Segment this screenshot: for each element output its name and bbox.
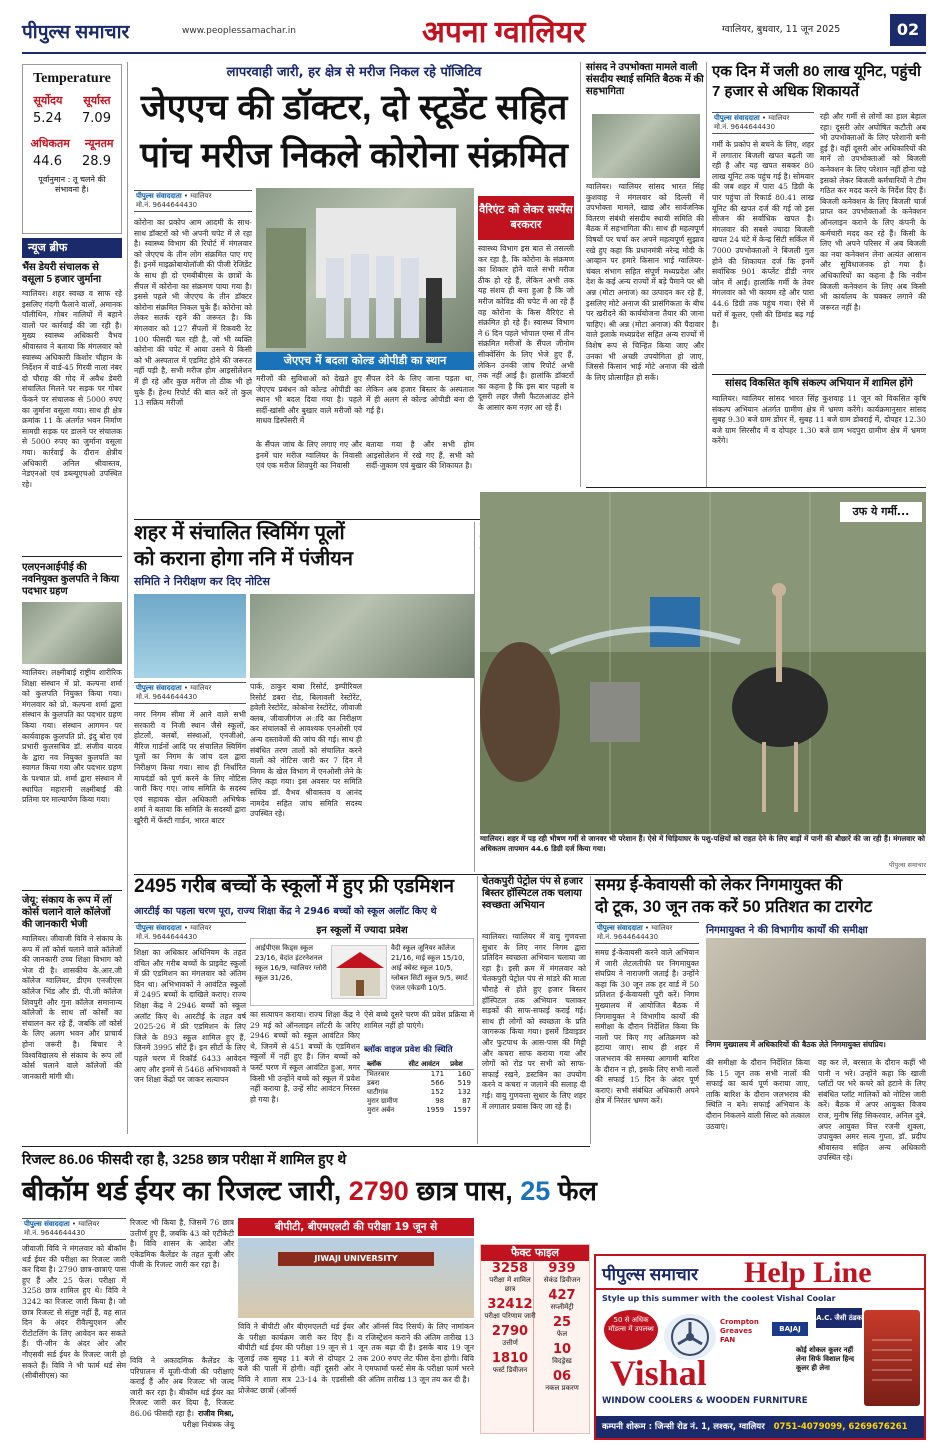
table-row	[364, 1070, 474, 1080]
fact-label: सेकंड डिवीजन	[543, 1276, 581, 1284]
fact-value: 25	[552, 1315, 572, 1330]
divider	[712, 374, 926, 375]
table-cell: मुरार ग्रामीण	[367, 1097, 398, 1105]
byline-phone: मो.नं. 9644644430	[136, 201, 198, 209]
lead-photo-caption: जेएएच में बदला कोल्ड ओपीडी का स्थान	[256, 352, 474, 370]
byline-city: ग्वालियर	[190, 684, 212, 692]
ad-header	[596, 1256, 924, 1290]
block-admission-table	[364, 1060, 474, 1115]
result-head-part: छात्र पास,	[408, 1176, 521, 1206]
fact-label: उत्तीर्ण	[502, 1339, 518, 1347]
byline-phone: मो.नं. 9644644430	[136, 693, 198, 701]
byline-phone: मो.नं. 9644644430	[136, 933, 198, 941]
chetak-headline: चेतकपुरी पेट्रोल पंप से हजार बिस्तर हॉस्पिटल तक चलाया स्वच्छता अभियान	[482, 876, 583, 911]
divider	[22, 890, 122, 891]
table-cell: 1597	[453, 1106, 471, 1114]
bphe-headline: बीपीटी, बीएमएलटी की परीक्षा 19 जून से	[238, 1218, 474, 1236]
table-cell: 566	[430, 1079, 445, 1087]
column-rule	[580, 62, 581, 487]
lead-col-1: कोरोना का प्रकोप आम आदमी के साथ-साथ डॉक्टरों को भी अपनी चपेट में ले रहा है। स्वास्थ्य विभाग की रिपोर्ट में मंगलवार को जेएएच के तीन लोग संक्रमित पाए गए हैं। इनमें माइक्रोबायोलॉजी की पीजी रेजिडेंट के साथ ही दो एमबीबीएस के छात्रों के सैंपल में कोरोना का संक्रमण पाया गया है। इससे पहले भी जेएएच के तीन डॉक्टर कोरोना संक्रमित निकल चुके हैं। कोरोना को लेकर सतर्क रहने की जरूरत है। कि मंगलवार को 127 सैंपलों में रिकवरी रेट 100 फीसदी चल रही है, जो भी व्यक्ति कोरोना की चपेट में आया उसने ये किसी को भी अस्पताल में एडमिट होने की जरूरत नहीं पड़ी है, सभी मरीज होम आइसोलेशन में ही रहे और कुछ मरीज तो ठीक भी हो चुके हैं। हेल्थ रिपोर्ट की बात करें तो कुल 13 सक्रिय मरीजों	[134, 218, 252, 408]
ad-promo: कोई शोकल कूलर नहीं लेना सिर्फ विशाल हिन्द कूलर ही लेना	[796, 1346, 855, 1372]
photo-credit: पीपुल्स समाचार	[889, 861, 926, 869]
fact-label: परीक्षा परिणाम जारी	[484, 1312, 536, 1320]
pool-photo-1	[134, 594, 246, 678]
sunset-value: 7.09	[82, 111, 111, 126]
table-cell: 98	[435, 1097, 445, 1105]
brief-3-body: ग्वालियर। जीवाजी विवि ने संकाय के रूप में लॉ कोर्स चलाने वाले कॉलेजों की जानकारी उच्च शिक्षा विभाग को भेज दी है। शासकीय के.आर.जी कॉलेज ग्वालियर, डीएम एनजीएस कॉलेज भिंड और डी. पी.जी कॉलेज शिवपुरी और गुना कॉलेज समानान्य कॉलेजों के साथ लॉ कोर्सों का संचालन कर रहे हैं, जबकि लॉ कोर्स के लिए अलग भवन और प्राचार्य होना जरूरी है। बिचार ने विश्वविद्यालय से संकाय के रूप लॉ कोर्स चलाने वाले कॉलेजों की जानकारी मांगी थी।	[22, 934, 122, 1081]
table-row	[364, 1088, 474, 1097]
ekyc-meeting-photo	[706, 938, 926, 1040]
bphe-col-1: विवि ने बीपीटी और बीएमएलटी थर्ड ईयर के परीक्षा कार्यक्रम जारी कर दिए हैं। बीपीटी थर्ड ईयर की परीक्षा 19 जून से 1 जुलाई तक सुबह 11 बजे से दोपहर 2 बजे की पाली में होगी। वहीं दूसरी ओर विवि ने शाला सत्र 23-14 के एडसीसी प्रोजेक्ट छात्रों (ऑनर्स	[238, 1322, 354, 1395]
krishi-headline: सांसद विकसित कृषि संकल्प अभियान में शामिल होंगे	[725, 378, 913, 389]
byline-city: ग्वालियर	[768, 114, 790, 122]
lead-col-3b: बताया गया है और सभी होम आइसोलेशन में रखे गए हैं, सभी को सर्दी-जुकाम एवं बुखार की शिकायत है।	[366, 440, 474, 471]
table-header-cell: प्रवेश	[450, 1060, 463, 1068]
brief-1-headline: भैंस डेयरी संचालक से वसूला 5 हजार जुर्माना	[22, 262, 102, 285]
pools-subhead: समिति ने निरीक्षण कर दिए नोटिस	[134, 575, 270, 588]
pools-headline-1: शहर में संचालित स्विमिंग पूलों	[134, 522, 345, 544]
ad-phone[interactable]: 0751-4079099, 6269676261	[773, 1422, 908, 1432]
table-row	[364, 1097, 474, 1106]
min-temp-value: 28.9	[82, 154, 111, 169]
rte-subhead: आरटीई का पहला चरण पूरा, राज्य शिक्षा केंद्र ने 2946 बच्चों को स्कूल अलॉट किए थे	[134, 906, 437, 917]
cooler-image	[864, 1310, 920, 1406]
fact-value: 2790	[491, 1324, 529, 1339]
result-head-part: बीकॉम थर्ड ईयर का रिजल्ट जारी,	[22, 1176, 349, 1206]
brief-item-2	[22, 562, 122, 888]
ekyc-col-3: वह कर लें, बरसात के दौरान कहीं भी पानी न भरे। उन्होंने कहा कि खाली प्लॉटों पर भरे कचरे को हटाने के लिए संबंधित प्लॉट मालिकों को नोटिस जारी करें। बैठक में अपर आयुक्त विजय राज, मुनीष सिंह सिकरवार, अनिल दुबे, अपर आयुक्त वित्त रजनी शुक्ला, उपायुक्त अमर सत्य गुप्ता, डॉ. प्रदीप श्रीवास्तव सहित अन्य अधिकारी उपस्थित रहे।	[818, 1058, 926, 1163]
table-header-row	[364, 1060, 474, 1070]
result-col-2: रिजल्ट भी किया है, जिसमें 76 छात्र उत्तीर्ण हुए हैं, जबकि 43 को एटीकेटी है। विवि शासन के आदेश और एकेडमिक कैलेंडर के तहत यूजी और पीजी के रिजल्ट जारी कर रहा है।	[130, 1218, 234, 1270]
rte-col-1: शिक्षा का अधिकार अधिनियम के तहत वंचित और गरीब बच्चों के प्राइवेट स्कूलों में फ्री एडमिशन का मंगलवार को अंतिम दिन था। अभिभावकों ने आवंटित स्कूलों में 2495 बच्चों के दाखिले कराए। राज्य शिक्षा केंद्र ने 2946 बच्चों को स्कूल अलॉट किए थे। आरटीई के तहत वर्ष 2025-26 में फ्री एडमिशन के लिए जिले के 893 स्कूल शामिल हुए हैं, जिनमें 3995 सीटें हैं। इन सीटों के लिए पहले चरण में रिकॉर्ड 6433 आवेदन आए और इनमें से 5468 अभिभावकों ने जन शिक्षा केंद्रों पर जाकर सत्यापन	[134, 948, 246, 1085]
lead-col-2: मरीजों की सुविधाओं को देखते हुए जेएएच प्रबंधन को कोल्ड ओपीडी का स्थान भी बदल दिया गया है। पहले सर्दी-खांसी और बुखार वाले मरीजों को माधव डिस्पेंसरी में	[256, 374, 362, 426]
column-rule	[590, 876, 591, 1144]
result-pass-count: 2790	[348, 1176, 409, 1206]
ad-paper-logo: पीपुल्स समाचार	[602, 1265, 699, 1284]
max-temp-value: 44.6	[33, 154, 62, 169]
table-cell: 171	[430, 1070, 445, 1078]
column-rule	[474, 522, 475, 872]
power-headline: एक दिन में जली 80 लाख यूनिट, पहुंची 7 हजार से अधिक शिकायतें	[712, 63, 921, 100]
weather-forecast: पूर्वानुमान : तू चलने की संभावना है।	[38, 175, 106, 194]
max-temp-label: अधिकतम	[30, 137, 70, 150]
table-row	[364, 1079, 474, 1088]
result-col-1: जीवाजी विवि ने मंगलवार को बीकॉम थर्ड ईयर की परीक्षा का रिजल्ट जारी कर दिया है। 2790 छात्र-छात्राएं पास हुए हैं और 25 फेल। परीक्षा में 3258 छात्र शामिल हुए थे। विवि ने 3242 का रिजल्ट जारी किया है। जो छात्र रिजल्ट से संतुष्ट नहीं हैं, वह सात दिन के अंदर रीवैल्युएशन और रीटोटलिंग के लिए आवेदन कर सकते हैं। पी-जीन के अंदर ओर और नौएसवी सर्ड ईयर के रिजल्ट जारी हो सकते हैं। विवि ने भी फार्म थर्ड सेम (सीबीसीएस) का	[22, 1244, 126, 1381]
table-cell: 132	[457, 1088, 471, 1096]
masthead	[22, 6, 926, 54]
ekyc-headline-1: समग्र ई-केवायसी को लेकर निगमायुक्त की	[595, 876, 843, 894]
ostrich-photo	[480, 492, 926, 834]
fact-value: 3258	[491, 1261, 529, 1276]
fact-value: 1810	[491, 1351, 529, 1366]
fact-label: फर्स्ट डिवीजन	[492, 1366, 528, 1374]
pools-headline-2: को कराना होगा ननि में पंजीयन	[134, 548, 353, 570]
krishi-body: ग्वालियर। ग्वालियर सांसद भारत सिंह कुशवाह 11 जून को विकसित कृषि संकल्प अभियान अंतर्गत ग्रामीण क्षेत्र में भ्रमण करेंगे। कार्यक्रमानुसार सांसद सुबह 9.30 बजे ग्राम डोंगर में, सुबह 11 बजे ग्राम डोबराई में, दोपहर 12.30 बजे ग्राम सिरसौद में व दोपहर 1.30 बजे ग्राम भदपुरा ग्रामीण क्षेत्र में भ्रमण करेंगे।	[712, 394, 926, 446]
column-rule	[127, 62, 128, 1134]
byline-city: ग्वालियर	[190, 924, 212, 932]
signer-role: परीक्षा नियंत्रक जेयू	[182, 1420, 234, 1429]
table-cell: 1959	[426, 1106, 445, 1114]
divider	[586, 487, 926, 488]
byline-name: पीपुल्स संवाददाता	[136, 924, 182, 932]
zoo-ostrich-illustration	[480, 492, 926, 834]
bajaj-logo: BAJAJ	[772, 1322, 808, 1336]
table-cell: 160	[457, 1070, 471, 1078]
mp-body: ग्वालियर। ग्वालियर सांसद भारत सिंह कुशवाह ने मंगलवार को दिल्ली में उपभोक्ता मामले, खाद्य और सार्वजनिक वितरण संबंधी संसदीय स्थायी समिति की बैठक में सहभागिता की। साथ ही महत्वपूर्ण विषयों पर चर्चा कर अपने महत्वपूर्ण सुझाव रखे हुए कहा कि प्रधानमंत्री नरेन्द्र मोदी के आव्हान पर हमारे किसान भाई ग्वालियर-चंबल संभाग सहित संपूर्ण मध्यप्रदेश और देश के कई अन्य राज्यों में बड़े पैमाने पर श्री अन्न (मोटा अनाज) का उत्पादन कर रहे हैं, इसलिए मोटे अनाज की प्रासंगिकता के बीच पर खरीदने की कार्ययोजना तैयार की जाना चाहिए। श्री अन्न (मोटा अनाज) की पैदावार वाले इलाके मध्यप्रदेश सहित अन्य राज्यों में विशेष रूप से चिन्हित किया जाए और उनका भी अच्छी उपयोगिता हो जाए, जिससे किसान भाई मोटे अनाज की खेती के लिए प्रोत्साहित हो सकें।	[586, 182, 704, 382]
ad-models-badge: 50 से अधिक मॉडल्स में उपलब्ध	[604, 1310, 658, 1350]
jiwaji-university-photo	[238, 1238, 474, 1318]
fact-label: फेल	[556, 1330, 568, 1338]
power-byline: पीपुल्स संवाददाता • ग्वालियर मो.नं. 9644644430	[712, 112, 814, 134]
fact-value: 427	[548, 1288, 576, 1303]
table-cell: मुरार अर्बन	[367, 1106, 395, 1114]
mp-headline: सांसद ने उपभोक्ता मामले वाली संसदीय स्थाई समिति बैठक में की सहभागिता	[586, 62, 704, 97]
brief-3-headline: जेयू: संकाय के रूप में लॉ कोर्स चलाने वाले कॉलेजों की जानकारी भेजी	[22, 895, 112, 930]
section-title: अपना ग्वालियर	[422, 16, 586, 49]
lead-kicker: लापरवाही जारी, हर क्षेत्र से मरीज निकल रहे पॉजिटिव	[226, 65, 482, 80]
fact-label: परीक्षा में शामिल छात्र	[489, 1276, 531, 1293]
school-building-icon	[331, 945, 387, 999]
rte-box-left: आईपीएस किड्स स्कूल 23/16, वेदांत इंटरनेशनल स्कूल 16/9, ग्वालियर ग्लोरी स्कूल 31/26,	[255, 944, 327, 982]
sunrise-label: सूर्योदय	[33, 94, 63, 107]
rte-box-title: इन स्कूलों में ज्यादा प्रवेश	[316, 925, 408, 936]
bphe-col-2: और ऑनर्स विद रिसर्च) के लिए नामांकन व रजिस्ट्रेशन कराने की अंतिम तारीख 13 जून तक बढ़ा दी है। इसके बाद 19 जून तक 200 रुपए लेट फीस देना होगी। विवि ने एमफार्मा फर्स्ट सेम के परीक्षा फार्म भरने की अंतिम तारीख 13 जून तय कर दी है।	[358, 1322, 474, 1384]
table-cell: 87	[462, 1097, 471, 1105]
fact-value: 10	[552, 1342, 572, 1357]
byline-city: ग्वालियर	[78, 1220, 100, 1228]
variant-title: वैरिएंट को लेकर सस्पेंस बरकरार	[478, 196, 574, 240]
ostrich-photo-tag: उफ ये गर्मी...	[840, 502, 922, 522]
table-cell: डबरा	[367, 1079, 380, 1087]
divider	[22, 1146, 590, 1147]
column-rule	[706, 62, 707, 487]
crompton-logo: Crompton Greaves FAN	[720, 1318, 759, 1344]
lead-photo	[256, 188, 474, 368]
ekyc-byline: पीपुल्स संवाददाता • ग्वालियर मो.नं. 9644644430	[595, 922, 699, 944]
byline-city: ग्वालियर	[190, 192, 212, 200]
result-kicker: रिजल्ट 86.06 फीसदी रहा है, 3258 छात्र परीक्षा में शामिल हुए थे	[22, 1151, 347, 1167]
variant-body: स्वास्थ्य विभाग इस बात से तसल्ली कर रहा है, कि कोरोना के संक्रमण का शिकार होने वाले सभी मरीज ठीक हो रहे हैं, लेकिन अभी तक यह संशय ही बना हुआ है कि जो मरीज कोविड की चपेट में आ रहे हैं वह कोरोना के किस वैरिएंट से संक्रमित हो रहे हैं। स्वास्थ्य विभाग ने 6 दिन पहले भोपाल एम्स में तीन संक्रमित मरीजों के सैंपल जीनोम सीक्वेंसिंग के लिए भेजे हुए हैं, लेकिन उनकी जांच रिपोर्ट अभी तक नहीं आई है। हालांकि डॉक्टरों का कहना है कि इस बार पहली व दूसरी लहर जैसी फैटलआउट होने के आसार कम नज़र आ रहे हैं।	[478, 244, 574, 412]
lead-col-2b: के सैंपल जांच के लिए लगाए गए और इनमें चार मरीज ग्वालियर के निवासी एवं एक मरीज शिवपुरी का निवासी	[256, 440, 362, 471]
fact-value: 939	[548, 1261, 576, 1276]
result-headline	[22, 1172, 597, 1212]
rte-col-2: का सत्यापन कराया। राज्य शिक्षा केंद्र ने 29 मई को ऑनलाइन लॉटरी के जरिए 2946 बच्चों को स्कूल आवंटित किए थे, जिनमें से 451 बच्चों के एडमिशन स्कूलों में नहीं हुए हैं। जिन बच्चों को फर्स्ट चरण में स्कूल आवंटित हुआ, मगर किसी भी उन्होंने बच्चे को स्कूल में प्रवेश नहीं कराया है, उन्हें सीट आवंटन निरस्त हो गया है।	[250, 1010, 360, 1104]
fact-label: सप्लीमेंट्री	[550, 1303, 574, 1311]
fact-label: विदड्रेस्ड	[552, 1357, 572, 1365]
table-header-cell: सीट आवंटन	[408, 1060, 440, 1068]
byline-name: पीपुल्स संवाददाता	[136, 684, 182, 692]
brief-1-body: ग्वालियर। शहर स्वच्छ व साफ रहे इसलिए गंदगी फैलाने वालों, अमानक पॉलीथिन, गोबर नालियों में बहाने वालों पर कार्रवाई की जा रही है। मुख्य स्वास्थ्य अधिकारी वैभव श्रीवास्तव ने बताया कि मंगलवार को स्वास्थ्य अधिकारी किशोर चौहान के निर्देशन में वार्ड-45 गिरवी नाला नंबर दो चौराह की गोद में अवैध डेयरी संचालित मिलने पर सड़क पर गोबर फेंकने पर संचालक से 5000 रुपए का जुर्माना वसूला गया। साथ ही क्षेत्र क्रमांक 11 के अंतर्गत भवन निर्माण सामग्री सड़क पर डालने पर संचालक से 5000 रुपए का जुर्माना वसूला गया। कार्रवाई के दौरान क्षेत्रीय अधिकारी अनिल श्रीवास्तव, नेडएनओ एवं डब्ल्यूएचओ उपस्थित रहे।	[22, 289, 122, 489]
ekyc-col-1: समग्र ई-केवायसी करने वाले अभियान में जारी लेटलतीफी पर निगमायुक्त संघप्रिय ने नाराजगी जताई है। उन्होंने कहा कि 30 जून तक हर वार्ड में 50 प्रतिशत ई-केवायसी पूरी करें। निगम मुख्यालय में आयोजित बैठक में निगमायुक्त ने विभागीय कार्यों की समीक्षा के दौरान निर्देशित किया कि नालों पर किए गए अतिक्रमण को हटाया जाए। साथ ही शहर में जलभराव की समस्या आगामी बारिश के दौरान न हो, इसके लिए सभी नालों की सफाई 15 दिन के अंदर पूर्ण कराएं। सभी संबंधित अधिकारी अपने क्षेत्र में निरंतर भ्रमण करें।	[595, 948, 699, 1106]
vishal-logo: Vishal	[610, 1353, 707, 1393]
page-number: 02	[890, 14, 926, 46]
pools-byline: पीपुल्स संवाददाता • ग्वालियर मो.नं. 9644644430	[134, 682, 246, 704]
table-row	[364, 1106, 474, 1115]
vishal-subtitle: WINDOW COOLERS & WOODEN FURNITURE	[602, 1396, 808, 1406]
result-fail-count: 25	[520, 1176, 551, 1206]
brief-item-1	[22, 262, 122, 552]
sunrise-value: 5.24	[33, 111, 62, 126]
fact-label: नकल प्रकरण	[545, 1384, 579, 1392]
byline-name: पीपुल्स संवाददाता	[136, 192, 182, 200]
byline-name: पीपुल्स संवाददाता	[597, 924, 643, 932]
fact-left-list	[484, 1262, 536, 1432]
block-table-title: ब्लॉक वाइज प्रवेश की स्थिति	[364, 1045, 453, 1055]
byline-city: ग्वालियर	[651, 924, 673, 932]
rte-headline: 2495 गरीब बच्चों के स्कूलों में हुए फ्री एडमिशन	[134, 876, 455, 897]
table-cell: 152	[430, 1088, 445, 1096]
pool-photo-2	[250, 594, 474, 678]
mp-meeting-photo	[592, 114, 700, 178]
rte-top-schools-box	[250, 938, 474, 1006]
ad-address: कम्पनी शोरूम : जिन्सी रोड नं. 1, लश्कर, ग्वालियर	[602, 1422, 765, 1432]
signer-name: राजीव मिश्रा,	[198, 1409, 234, 1418]
brief-2-body: ग्वालियर। लक्ष्मीबाई राष्ट्रीय शारीरिक शिक्षा संस्थान में प्रो. कल्पना शर्मा को कुलपति नियुक्त किया गया। मंगलवार को प्रो. कल्पना शर्मा द्वारा संस्थान के कुलपति का पदभार ग्रहण किया गया। संस्थान आगमन पर कार्यवाहक कुलपति प्रो. इंदु बोरा एवं प्रभारी कुलसचिव डॉ. संजीव यादव के द्वारा नव नियुक्त कुलपति का स्वागत किया गया और पदभार ग्रहण के पश्चात प्रो. शर्मा द्वारा संस्थान में स्थापित महारानी लक्ष्मीबाई की प्रतिमा पर माल्यार्पण किया गया।	[22, 668, 122, 805]
ekyc-headline-2: दो टूक, 30 जून तक करें 50 प्रतिशत का टारगेट	[595, 898, 873, 916]
byline-name: पीपुल्स संवाददाता	[714, 114, 760, 122]
brief-2-headline: एलएनआईपीई की नवनियुक्त कुलपति ने किया पदभार ग्रहण	[22, 562, 120, 597]
ekyc-col-2: की समीक्षा के दौरान निर्देशित किया कि 15 जून तक सभी नालों की सफाई का कार्य पूर्ण कराया जाए, ताकि बारिश के दौरान जलभराव की स्थिति न बने। सफाई अभियान के दौरान निकलने वाली सिल्ट को तत्काल उठवाएं।	[706, 1058, 810, 1131]
fact-value: 32412	[487, 1297, 533, 1312]
weather-title: Temperature	[33, 71, 111, 86]
ostrich-caption: ग्वालियर। शहर में पड़ रही भीषण गर्मी से जानवर भी परेशान हैं। ऐसे में चिड़ियाघर के पशु-पक्षियों को राहत देने के लिए बाड़ों में पानी की बौछारें की जा रही हैं। मंगलवार को अधिकतम तापमान 44.6 डिग्री दर्ज किया गया।	[480, 834, 925, 853]
table-cell: घाटीगांव	[367, 1088, 388, 1096]
weather-box	[22, 64, 122, 234]
ad-tagline: Style up this summer with the coolest Vishal Coolar	[602, 1294, 836, 1303]
power-col-1: गर्मी के प्रकोप से बचने के लिए, शहर में लगातार बिजली खपत बढ़ती जा रही है और यह खपत सबकर 80 लाख यूनिट तक पहुंच गई है। सोमवार की जब शहर में पारा 45 डिग्री के पार पहुंचा तो रिकार्ड 80.41 लाख यूनिट की खपत दर्ज की गई जो इस सीजन की सर्वाधिक खपत है। मंगलवार की सबसे ज्यादा बिजली खपत 24 घंटे में केन्द्र सिटी सर्किल में 7000 उपभोक्ताओं ने बिजली गुल होने की शिकायत दर्ज कि इनमें सर्वाधिक 901 कंप्लेंट डीडी नगर जोन में आईं। हालांकि गर्मी के तेवर मंगलवार को भी कायम रहे और पारा 44.6 डिग्री तक पहुंच गया। ऐसे में घरों में कूलर, एसी की डिमांड बढ़ गई है।	[712, 140, 814, 330]
lead-headline: जेएएच की डॉक्टर, दो स्टूडेंट सहित पांच मरीज निकले कोरोना संक्रमित	[140, 88, 568, 175]
rte-box-right: वैदी स्कूल जूनियर कॉलेज 21/16, माई स्कूल 15/10, आई क्वेस्ट स्कूल 10/5, ग्लोबल सिटी स्कूल 9/5, स्मार्ट एंजल एकेडमी 10/5.	[391, 944, 468, 992]
rte-col-3: ऐसे बच्चे दूसरे चरण की प्रवेश प्रक्रिया में शामिल नहीं हो पाएंगे।	[364, 1010, 474, 1030]
result-signer	[130, 1408, 234, 1434]
fact-value: 06	[552, 1369, 572, 1384]
result-col-2b: विवि ने अकादमिक कैलेंडर के परिपालन में यूजी-पीजी की परीक्षाएं कराईं हैं और अब रिजल्ट भी जल्द जारी कर रहा है। बीकॉम थर्ड ईयर का रिजल्ट जारी कर दिया है, रिजल्ट 86.06 फीसदी रहा है।	[130, 1356, 234, 1418]
lead-byline: पीपुल्स संवाददाता • ग्वालियर मो.नं. 9644644430	[134, 190, 252, 212]
fact-right-list	[536, 1262, 588, 1432]
table-header-cell: ब्लॉक	[367, 1060, 382, 1068]
ac-badge: A.C. जैसी ठंडक	[816, 1308, 862, 1328]
result-byline: पीपुल्स संवाददाता • ग्वालियर मो.नं. 9644644430	[22, 1218, 126, 1240]
min-temp-label: न्यूनतम	[84, 137, 114, 150]
column-rule	[477, 876, 478, 1144]
university-gate-sign: JIWAJI UNIVERSITY	[278, 1252, 434, 1266]
paper-logo: पीपुल्स समाचार	[22, 22, 130, 43]
dateline: ग्वालियर, बुधवार, 11 जून 2025	[722, 24, 841, 35]
ad-footer	[596, 1416, 924, 1438]
table-cell: 519	[457, 1079, 471, 1087]
lead-col-3: सैंपल देने के लिए जाना पड़ता था, लेकिन अब हजार बिस्तर के अस्पताल में ही अलग से कोल्ड ओपीडी बना दी गई है।	[366, 374, 474, 415]
result-head-part: फेल	[550, 1176, 597, 1206]
ekyc-photo-caption: निगम मुख्यालय में अधिकारियों की बैठक लेते निगमायुक्त संघप्रिय।	[706, 1040, 886, 1049]
website-link[interactable]: www.peoplessamachar.in	[182, 26, 296, 36]
power-col-2: रही और गर्मी से लोगों का हाल बेहाल रहा। दूसरी ओर अघोषित कटौती अब भी उपभोक्ताओं के लिए परेशानी बनी हुई है। वहीं दूसरी ओर अधिकारियों की मानें तो उपभोक्ताओं को बिजली कनेक्शन के लिए परेशान नहीं होना पड़े इसको लेकर बिजली कर्मचारियों ने टीम गठित कर मदद करने के निर्देश दिए हैं। बिजली कनेक्शन के लिए बिजली चार्ज प्राप्त कर उपभोक्ताओं के कनेक्शन ऑनलाइन कराने के लिए कंपनी के कर्मचारी मदद कर रहे हैं। किसी के लिए भी अपने परिसर में अब बिजली का नया कनेक्शन लेना अत्यंत आसान और सुविधाजनक हो गया है। अधिकारियों का कहना है कि नवीन बिजली कनेक्शन के लिए अब किसी भी कार्यालय के चक्कर लगाने की जरूरत नहीं है।	[820, 112, 926, 312]
news-brief-label: न्यूज ब्रीफ	[22, 238, 122, 258]
divider	[134, 874, 926, 875]
ad-helpline-title: Help Line	[744, 1256, 872, 1289]
byline-phone: मो.नं. 9644644430	[714, 123, 776, 131]
pools-col-1: नगर निगम सीमा में आने वाले सभी सरकारी व निजी स्थान जैसे स्कूलों, होटलों, क्लबों, संस्थाओं, एनजीओ, मैरिज गार्डनों आदि पर संचालित स्विमिंग पूलों का निगम के जांच दल द्वारा निरीक्षण किया गया। साथ ही निर्धारित मापदंडों को पूर्ण करने के लिए नोटिस जारी किए गए। जांच समिति के सदस्य एवं सहायक खेल अधिकारी अभिषेक शर्मा ने बताया कि समिति के सदस्यों द्वारा खुरैरी में फेंस्टी गार्डन, भारत बाटर	[134, 710, 246, 825]
rte-byline: पीपुल्स संवाददाता • ग्वालियर मो.नं. 9644644430	[134, 922, 246, 944]
sunset-label: सूर्यास्त	[83, 94, 111, 107]
chetak-body: ग्वालियर। ग्वालियर में वायु गुणवत्ता सुधार के लिए नगर निगम द्वारा प्रतिदिन स्वच्छता अभियान चलाया जा रहा है। इसी क्रम में मंगलवार को चेतकपुरी पेट्रोल पंप से मांडरे की माता चौराहे से होते हुए हजार बिस्तर हॉस्पिटल तक अभियान चलाकर सड़कों की साफ-सफाई कराई गई। साथ ही लोगों को स्वच्छता के प्रति जागरूक किया गया। इसमें डिवाइडर और फुटपाथ के आस-पास की मिट्टी और कचरा साफ कराया गया और लोगों को रोड पर सभी को साफ-सफाई रखने, डस्टबिन का उपयोग करने व कचरा न जलाने की सलाह दी गई। वायु गुणवत्ता सुधार के लिए शहर में लगातार प्रयास किए जा रहे हैं।	[482, 932, 586, 1111]
byline-name: पीपुल्स संवाददाता	[24, 1220, 70, 1228]
doctors-ambulance-illustration	[256, 188, 474, 368]
vice-chancellor-photo	[22, 602, 122, 664]
byline-phone: मो.नं. 9644644430	[24, 1229, 86, 1237]
fact-file-title: फैक्ट फाइल	[481, 1245, 589, 1261]
pools-col-2: पार्क, ठाकुर बाबा रिसोर्ट, इम्पीरियल रिसोर्ट डबरा रोड, बिलावली रेस्टोरेंट, हवेली रेस्टोरेंट, कोकोना रेस्टोरेंट, जीवाजी क्लब, जीवाजीगंज अादि का निरीक्षण कर संचालकों से आवश्यक एनओसी एवं अन्य दस्तावेजों की जांच की गई। साथ ही संबंधित तरण तालों को संचालित करने वालों को नोटिस जारी कर 7 दिन में निगम के खेल विभाग में एनओसी लेने के लिए कहा गया। इस अवसर पर समिति सचिव डॉ. वैभव श्रीवास्तव व आनंद नामदेव सहित जांच समिति सदस्य उपस्थित रहे।	[250, 682, 362, 819]
byline-phone: मो.नं. 9644644430	[597, 933, 659, 941]
table-cell: भितरवार	[367, 1070, 390, 1078]
divider	[22, 556, 122, 557]
ekyc-subhead: निगमायुक्त ने की विभागीय कार्यों की समीक्षा	[706, 925, 868, 936]
helpline-ad[interactable]	[594, 1254, 926, 1440]
brief-item-3	[22, 895, 122, 1131]
